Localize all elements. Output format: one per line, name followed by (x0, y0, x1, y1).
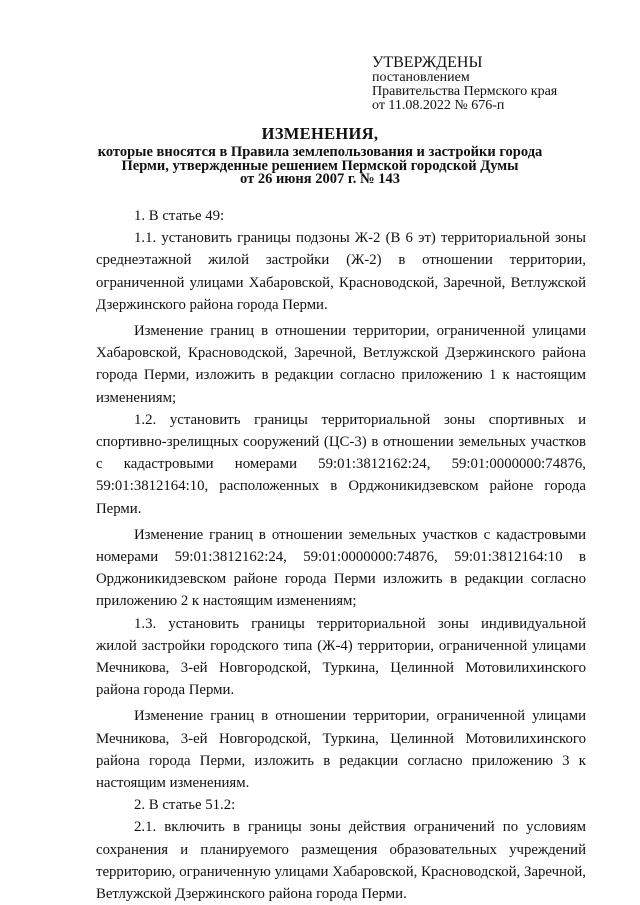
paragraph-1-1: 1.1. установить границы подзоны Ж-2 (В 6 эт) территориальной зоны среднеэтажной жилой застройки (Ж-2) в отношении территории, ограниченной улицами Хабаровской, Красноводской, Заречной, Ветлужской Дзержинского района города Перми. (96, 230, 586, 313)
paragraph-1-3-change: Изменение границ в отношении территории, ограниченной улицами Мечникова, 3-ей Новгородской, Туркина, Целинной Мотовилихинского района города Перми, изложить в редакции согласно приложению 3 к настоящим изменениям. (96, 708, 586, 792)
subtitle-line-1: которые вносятся в Правила землепользования и застройки города (97, 144, 543, 160)
approval-line-government: Правительства Пермского края (372, 84, 558, 99)
paragraph-2-1: 2.1. включить в границы зоны действия ограничений по условиям сохранения и планируемого размещения образовательных учреждений территорию, ограниченную улицами Хабаровской, Красноводской, Заречной, Ветлужской Дзержинского района города Перми. (96, 819, 586, 903)
paragraph-1-2-change: Изменение границ в отношении земельных участков с кадастровыми номерами 59:01:3812162:24, 59:01:0000000:74876, 59:01:3812164:10 в Орджоникидзевском районе города Перми изложить в редакции согласно приложению 2 к настоящим изменениям; (96, 526, 586, 610)
approval-line-date-number: от 11.08.2022 № 676-п (372, 98, 505, 113)
paragraph-article-49: 1. В статье 49: (134, 208, 225, 224)
document-subtitle (80, 146, 560, 187)
paragraph-1-2: 1.2. установить границы территориальной зоны спортивных и спортивно-зрелищных сооружений (ЦС-3) в отношении земельных участков с кадастровыми номерами 59:01:3812162:24, 59:01:0000000:74876, 59:01:3812164:10, расположенных в Орджоникидзевском районе города Перми. (96, 411, 586, 517)
subtitle-line-3: от 26 июня 2007 г. № 143 (240, 171, 400, 187)
document-title: ИЗМЕНЕНИЯ, (261, 124, 379, 143)
paragraph-1-1-change: Изменение границ в отношении территории, ограниченной улицами Хабаровской, Красноводской, Заречной, Ветлужской Дзержинского района города Перми, изложить в редакции согласно приложению 1 к настоящим изменениям; (96, 323, 586, 406)
approval-heading: УТВЕРЖДЕНЫ (372, 54, 483, 71)
document-body (96, 205, 586, 905)
approval-line-resolution: постановлением (372, 70, 470, 85)
paragraph-1-3: 1.3. установить границы территориальной зоны индивидуальной жилой застройки городского типа (Ж-4) территории, ограниченной улицами Мечникова, 3-ей Новгородской, Туркина, Целинной Мотовилихинского района города Перми. (96, 615, 586, 699)
approval-block (372, 54, 557, 113)
paragraph-article-51-2: 2. В статье 51.2: (134, 797, 236, 814)
subtitle-line-2: Перми, утвержденные решением Пермской городской Думы (121, 157, 519, 174)
